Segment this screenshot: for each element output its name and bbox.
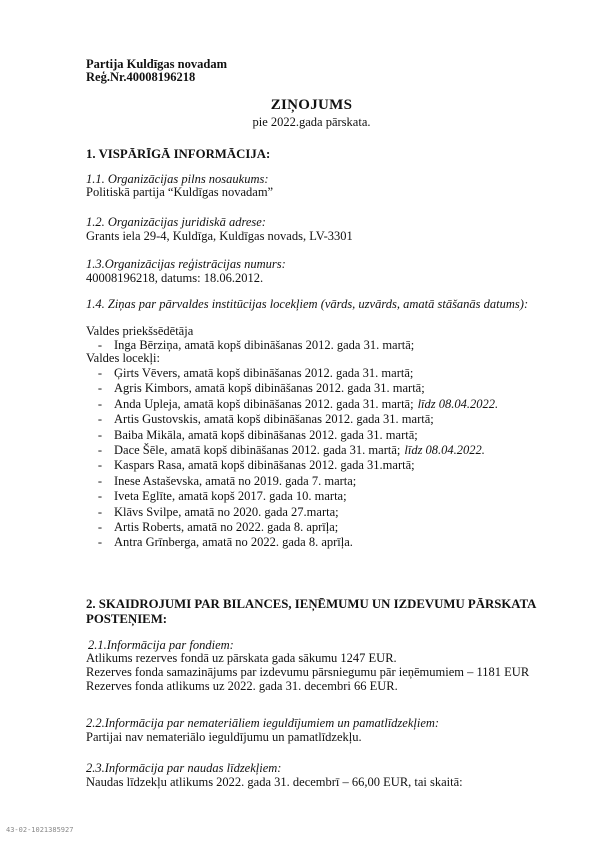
- legal-address-value: Grants iela 29-4, Kuldīga, Kuldīgas novads, LV-3301: [86, 229, 353, 243]
- board-info-label: 1.4. Ziņas par pārvaldes institūcijas locekļiem (vārds, uzvārds, amatā stāšanās datums):: [86, 297, 529, 311]
- board-member-text: Agris Kimbors, amatā kopš dibināšanas 2012. gada 31. martā;: [114, 381, 425, 396]
- list-dash: -: [97, 458, 103, 473]
- document-id-stamp: 43-02-1021385927: [6, 826, 74, 834]
- funds-line-3: Rezerves fonda atlikums uz 2022. gada 31. decembri 66 EUR.: [86, 679, 398, 693]
- members-heading: Valdes locekļi:: [86, 351, 160, 365]
- board-member-end-note: līdz 08.04.2022.: [417, 396, 499, 411]
- reg-number: Reģ.Nr.40008196218: [86, 70, 196, 84]
- board-member-text: Kaspars Rasa, amatā kopš dibināšanas 2012. gada 31.martā;: [114, 458, 415, 473]
- board-member-item: [86, 535, 353, 550]
- funds-label: 2.1.Informācija par fondiem:: [88, 638, 234, 652]
- board-member-item: [86, 428, 418, 443]
- list-dash: -: [97, 535, 103, 550]
- intangibles-label: 2.2.Informācija par nemateriāliem ieguldījumiem un pamatlīdzekļiem:: [86, 716, 440, 730]
- section-2-heading-line-1: 2. SKAIDROJUMI PAR BILANCES, IEŅĒMUMU UN IZDEVUMU PĀRSKATA: [86, 597, 537, 611]
- board-member-text: Ģirts Vēvers, amatā kopš dibināšanas 2012. gada 31. martā;: [114, 366, 414, 380]
- board-member-item: [86, 458, 415, 473]
- org-full-name-label: 1.1. Organizācijas pilns nosaukums:: [86, 172, 269, 186]
- board-member-end-note: līdz 08.04.2022.: [404, 443, 485, 457]
- org-name: Partija Kuldīgas novadam: [86, 57, 227, 71]
- list-dash: -: [97, 381, 103, 396]
- section-1-heading: 1. VISPĀRĪGĀ INFORMĀCIJA:: [86, 147, 271, 161]
- board-member-item: [86, 443, 485, 458]
- board-member-item: [86, 489, 347, 504]
- document-subtitle: pie 2022.gada pārskata.: [252, 115, 371, 129]
- board-member-text: Anda Upleja, amatā kopš dibināšanas 2012. gada 31. martā;: [114, 396, 414, 411]
- board-member-text: Dace Šēle, amatā kopš dibināšanas 2012. gada 31. martā;: [114, 443, 401, 457]
- cash-label: 2.3.Informācija par naudas līdzekļiem:: [86, 761, 282, 775]
- board-member-text: Inese Astaševska, amatā no 2019. gada 7. marta;: [114, 473, 357, 488]
- intangibles-value: Partijai nav nemateriālo ieguldījumu un pamatlīdzekļu.: [86, 730, 362, 744]
- chair-text: Inga Bērziņa, amatā kopš dibināšanas 2012. gada 31. martā;: [114, 338, 415, 352]
- chair-heading: Valdes priekšsēdētāja: [86, 324, 194, 338]
- list-dash: -: [97, 489, 103, 504]
- board-member-text: Iveta Eglīte, amatā kopš 2017. gada 10. marta;: [114, 489, 347, 504]
- chair-item: - Inga Bērziņa, amatā kopš dibināšanas 2012. gada 31. martā;: [97, 338, 415, 352]
- funds-line-1: Atlikums rezerves fondā uz pārskata gada sākumu 1247 EUR.: [86, 651, 397, 665]
- legal-address-label: 1.2. Organizācijas juridiskā adrese:: [86, 215, 266, 229]
- list-dash: -: [97, 443, 103, 457]
- board-member-item: [86, 366, 413, 381]
- board-member-text: Artis Roberts, amatā no 2022. gada 8. aprīļa;: [114, 520, 339, 534]
- list-dash: -: [97, 366, 103, 380]
- board-member-text: Antra Grīnberga, amatā no 2022. gada 8. aprīļa.: [114, 535, 353, 550]
- board-member-item: [86, 381, 425, 396]
- org-full-name-value: Politiskā partija “Kuldīgas novadam”: [86, 185, 274, 199]
- list-dash: -: [97, 520, 103, 534]
- list-dash: -: [97, 504, 103, 519]
- document-title: ZIŅOJUMS: [270, 97, 353, 113]
- board-member-text: Klāvs Svilpe, amatā no 2020. gada 27.marta;: [114, 504, 339, 519]
- board-member-text: Baiba Mikāla, amatā kopš dibināšanas 2012. gada 31. martā;: [114, 427, 418, 442]
- registration-label: 1.3.Organizācijas reģistrācijas numurs:: [86, 257, 286, 271]
- board-member-item: [86, 397, 498, 412]
- board-member-text: Artis Gustovskis, amatā kopš dibināšanas 2012. gada 31. martā;: [114, 412, 434, 427]
- list-dash: -: [97, 473, 103, 488]
- registration-value: 40008196218, datums: 18.06.2012.: [86, 271, 264, 285]
- board-member-item: [86, 412, 434, 427]
- list-dash: -: [97, 396, 103, 411]
- cash-value: Naudas līdzekļu atlikums 2022. gada 31. decembrī – 66,00 EUR, tai skaitā:: [86, 775, 463, 789]
- board-member-item: [86, 474, 356, 489]
- section-2-heading-line-2: POSTEŅIEM:: [86, 612, 168, 626]
- list-dash: -: [97, 412, 103, 427]
- board-member-item: [86, 520, 338, 535]
- board-member-item: [86, 505, 339, 520]
- list-dash: -: [97, 427, 103, 442]
- funds-line-2: Rezerves fonda samazinājums par izdevumu pārsniegumu pār ieņēmumiem – 1181 EUR: [86, 665, 530, 679]
